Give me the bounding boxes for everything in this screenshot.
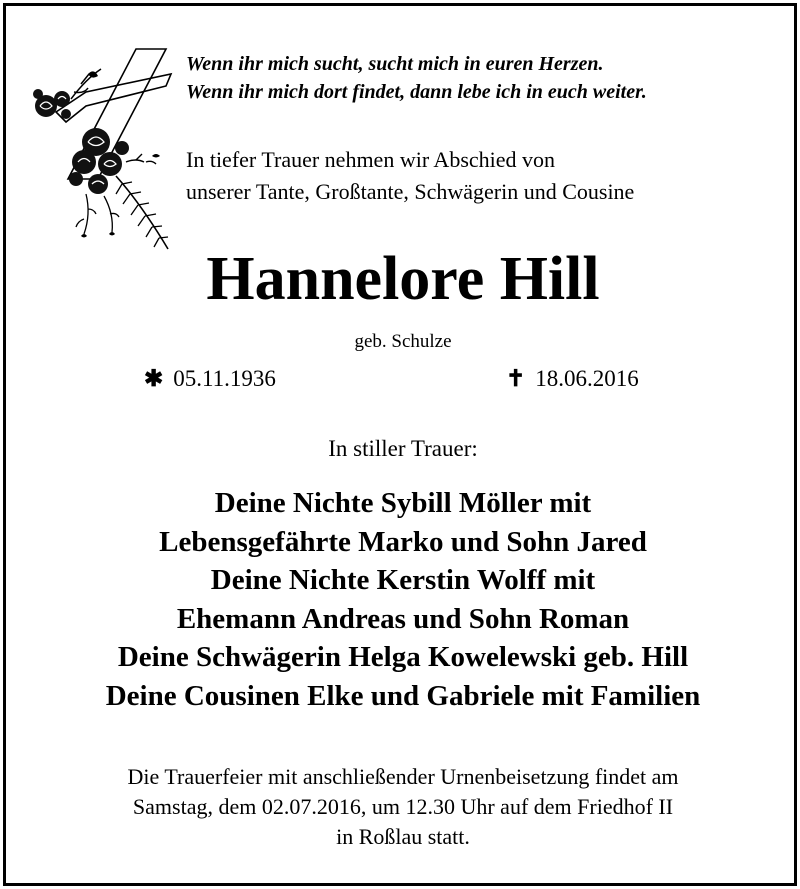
intro-line: In tiefer Trauer nehmen wir Abschied von [186,147,556,172]
family-line: Deine Nichte Kerstin Wolff mit [210,564,596,596]
funeral-notice [6,762,800,852]
family-line: Deine Nichte Sybill Möller mit [214,487,592,519]
notice-line: Die Trauerfeier mit anschließender Urnenbeisetzung findet am [127,764,679,789]
maiden-name: geb. Schulze [354,331,452,352]
family-line: Lebensgefährte Marko und Sohn Jared [159,525,647,558]
notice-line: in Roßlau statt. [336,824,470,849]
death-date-row [506,366,639,392]
family-line: Deine Cousinen Elke und Gabriele mit Familien [105,679,701,712]
birth-date-row [144,366,276,392]
family-line: Deine Schwägerin Helga Kowelewski geb. Hill [117,641,689,673]
family-list [6,484,800,715]
quote-line: Wenn ihr mich dort findet, dann lebe ich in euch weiter. [186,81,647,103]
cross-with-roses-icon [26,44,181,254]
deceased-name: Hannelore Hill [206,245,600,313]
obituary-notice [3,3,797,886]
notice-line: Samstag, dem 02.07.2016, um 12.30 Uhr auf dem Friedhof II [132,794,674,819]
death-date: 18.06.2016 [535,366,639,391]
intro-text [186,144,634,208]
memorial-quote [186,50,647,106]
intro-line: unserer Tante, Großtante, Schwägerin und Cousine [186,179,635,204]
family-line: Ehemann Andreas und Sohn Roman [176,602,630,635]
mourning-heading: In stiller Trauer: [328,436,478,461]
quote-line: Wenn ihr mich sucht, sucht mich in euren Herzen. [186,53,604,75]
cross-icon: ✝ [506,366,526,391]
birth-date: 05.11.1936 [173,366,276,391]
asterisk-icon: ✱ [144,366,164,391]
